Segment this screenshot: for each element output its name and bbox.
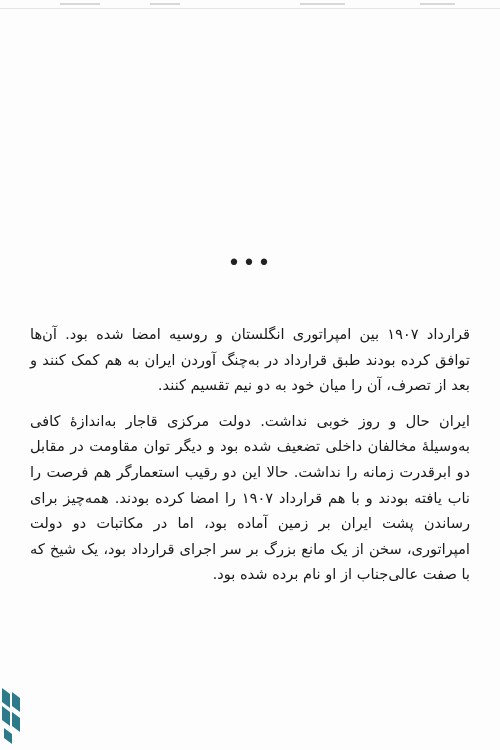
paragraph-1: قرارداد ۱۹۰۷ بین امپراتوری انگلستان و روسیه امضا شده بود. آن‌ها توافق کرده بودند طبق قرارداد در به‌چنگ آوردن ایران به هم کمک کنند و بعد از تصرف، آن را میان خود به دو نیم تقسیم کنند. xyxy=(30,326,470,395)
body-text xyxy=(30,322,470,588)
paragraph-2: ایران حال و روز خوبی نداشت. دولت مرکزی قاجار به‌اندازهٔ کافی به‌وسیلهٔ مخالفان داخلی تضعیف شده بود و دیگر توان مقاومت در مقابل دو ابرقدرت زمانه را نداشت. حالا این دو رقیب استعمارگر هم فرصت را ناب یافته بودند و با هم قرارداد ۱۹۰۷ را امضا کرده بودند. همه‌چیز برای رساندن پشت ایران بر زمین آماده بود، اما در مکاتبات دو دولت امپراتوری، سخن از یک مانع بزرگ بر سر اجرای قرارداد بود، یک شیخ که با صفت عالی‌جناب از او نام برده شده بود. xyxy=(30,412,470,584)
section-separator: ••• xyxy=(227,251,273,276)
publisher-logo-icon xyxy=(0,686,24,746)
page-top-edge xyxy=(0,0,500,9)
